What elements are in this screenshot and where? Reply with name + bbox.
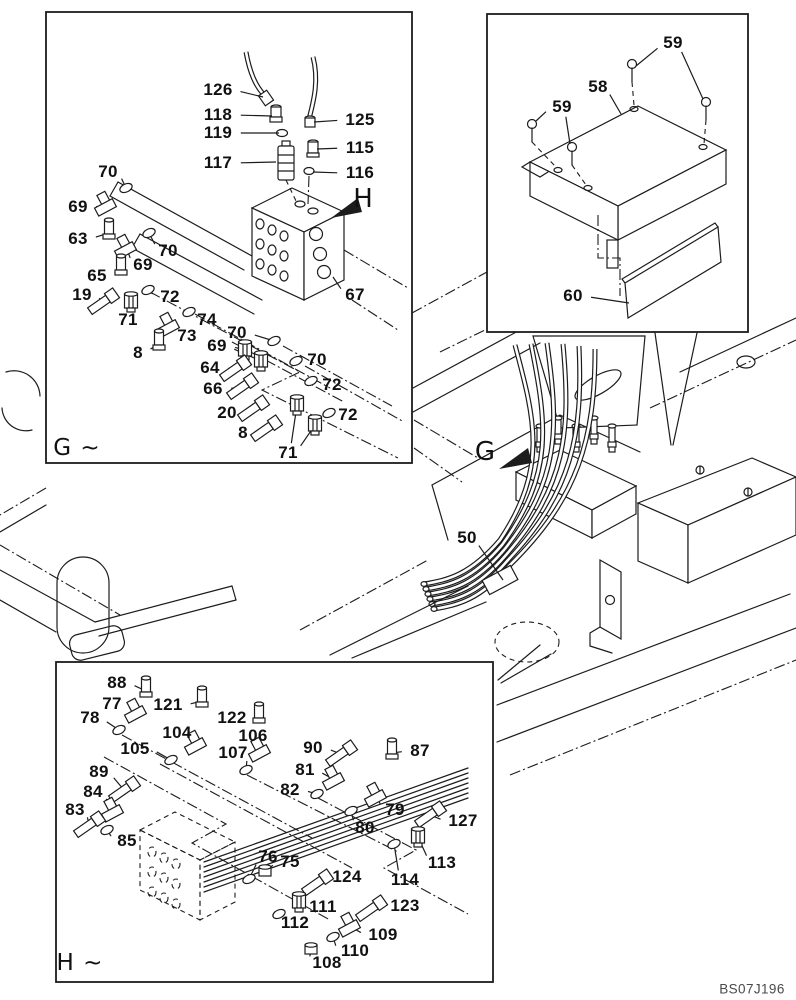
part-glyph-hex (293, 892, 306, 912)
part-callout-73: 73 (177, 326, 197, 345)
part-callout-71: 71 (278, 443, 298, 462)
part-callout-50: 50 (457, 528, 477, 547)
section-label-h: H ~ (56, 950, 104, 976)
fitting-118 (270, 105, 282, 122)
part-callout-123: 123 (390, 896, 420, 915)
part-callout-72: 72 (338, 405, 358, 424)
part-callout-79: 79 (385, 800, 405, 819)
part-glyph-fitting (196, 686, 208, 707)
part-callout-70: 70 (158, 241, 178, 260)
part-glyph-fitting (386, 738, 398, 759)
part-callout-114: 114 (390, 870, 420, 889)
part-glyph-hex (309, 415, 322, 435)
part-callout-127: 127 (448, 811, 478, 830)
part-callout-77: 77 (102, 694, 122, 713)
part-callout-74: 74 (197, 310, 217, 329)
oring-116 (304, 168, 314, 175)
part-callout-20: 20 (217, 403, 237, 422)
inset-cover-box (487, 14, 748, 332)
part-callout-65: 65 (87, 266, 107, 285)
part-callout-75: 75 (280, 852, 300, 871)
section-label-g: G ~ (53, 435, 101, 461)
part-callout-66: 66 (203, 379, 223, 398)
part-glyph-hex (291, 395, 304, 415)
part-callout-84: 84 (83, 782, 103, 801)
part-callout-105: 105 (120, 739, 150, 758)
part-glyph-fitting (253, 702, 265, 723)
part-callout-107: 107 (218, 743, 248, 762)
view-ref-h: H (353, 184, 373, 214)
part-callout-122: 122 (217, 708, 247, 727)
leader-line (241, 115, 272, 116)
part-callout-121: 121 (153, 695, 183, 714)
part-callout-67: 67 (345, 285, 365, 304)
part-callout-70: 70 (98, 162, 118, 181)
part-callout-60: 60 (563, 286, 583, 305)
view-ref-g: G (474, 437, 496, 467)
part-callout-72: 72 (160, 287, 180, 306)
part-callout-80: 80 (355, 818, 375, 837)
valve-117 (278, 141, 294, 180)
part-callout-106: 106 (238, 726, 268, 745)
part-callout-124: 124 (332, 867, 362, 886)
part-callout-115: 115 (345, 138, 375, 157)
part-callout-8: 8 (133, 343, 143, 362)
part-callout-19: 19 (72, 285, 92, 304)
part-callout-126: 126 (203, 80, 233, 99)
part-glyph-plug (259, 865, 271, 876)
part-callout-116: 116 (345, 163, 375, 182)
part-callout-112: 112 (280, 913, 310, 932)
part-callout-119: 119 (203, 123, 233, 142)
part-callout-90: 90 (303, 738, 323, 757)
part-callout-76: 76 (258, 847, 278, 866)
part-callout-8: 8 (238, 423, 248, 442)
part-callout-58: 58 (588, 77, 608, 96)
part-callout-118: 118 (203, 105, 233, 124)
part-callout-89: 89 (89, 762, 109, 781)
part-glyph-fitting (153, 329, 165, 350)
part-callout-59: 59 (663, 33, 683, 52)
part-callout-70: 70 (227, 323, 247, 342)
part-glyph-hex (255, 351, 268, 371)
part-callout-59: 59 (552, 97, 572, 116)
part-callout-117: 117 (203, 153, 233, 172)
part-callout-70: 70 (307, 350, 327, 369)
part-glyph-plug (305, 943, 317, 954)
part-callout-109: 109 (368, 925, 398, 944)
part-callout-69: 69 (207, 336, 227, 355)
part-callout-72: 72 (322, 375, 342, 394)
part-callout-64: 64 (200, 358, 220, 377)
leader-line (317, 148, 337, 149)
part-callout-69: 69 (133, 255, 153, 274)
part-callout-69: 69 (68, 197, 88, 216)
leader-line (313, 172, 337, 173)
part-callout-104: 104 (162, 723, 192, 742)
part-callout-82: 82 (280, 780, 300, 799)
part-callout-85: 85 (117, 831, 137, 850)
part-glyph-hex (412, 827, 425, 847)
part-callout-113: 113 (427, 853, 457, 872)
part-callout-83: 83 (65, 800, 85, 819)
part-callout-125: 125 (345, 110, 375, 129)
part-callout-78: 78 (80, 708, 100, 727)
part-callout-111: 111 (309, 897, 337, 916)
part-glyph-hex (125, 292, 138, 312)
part-glyph-fitting (115, 254, 127, 275)
part-callout-63: 63 (68, 229, 88, 248)
part-callout-108: 108 (312, 953, 342, 972)
part-glyph-fitting (103, 218, 115, 239)
leader-line (241, 162, 276, 163)
part-callout-87: 87 (410, 741, 430, 760)
part-callout-71: 71 (118, 310, 138, 329)
part-glyph-fitting (140, 676, 152, 697)
part-callout-110: 110 (340, 941, 370, 960)
part-callout-88: 88 (107, 673, 127, 692)
part-callout-81: 81 (295, 760, 315, 779)
figure-code: BS07J196 (719, 981, 785, 997)
